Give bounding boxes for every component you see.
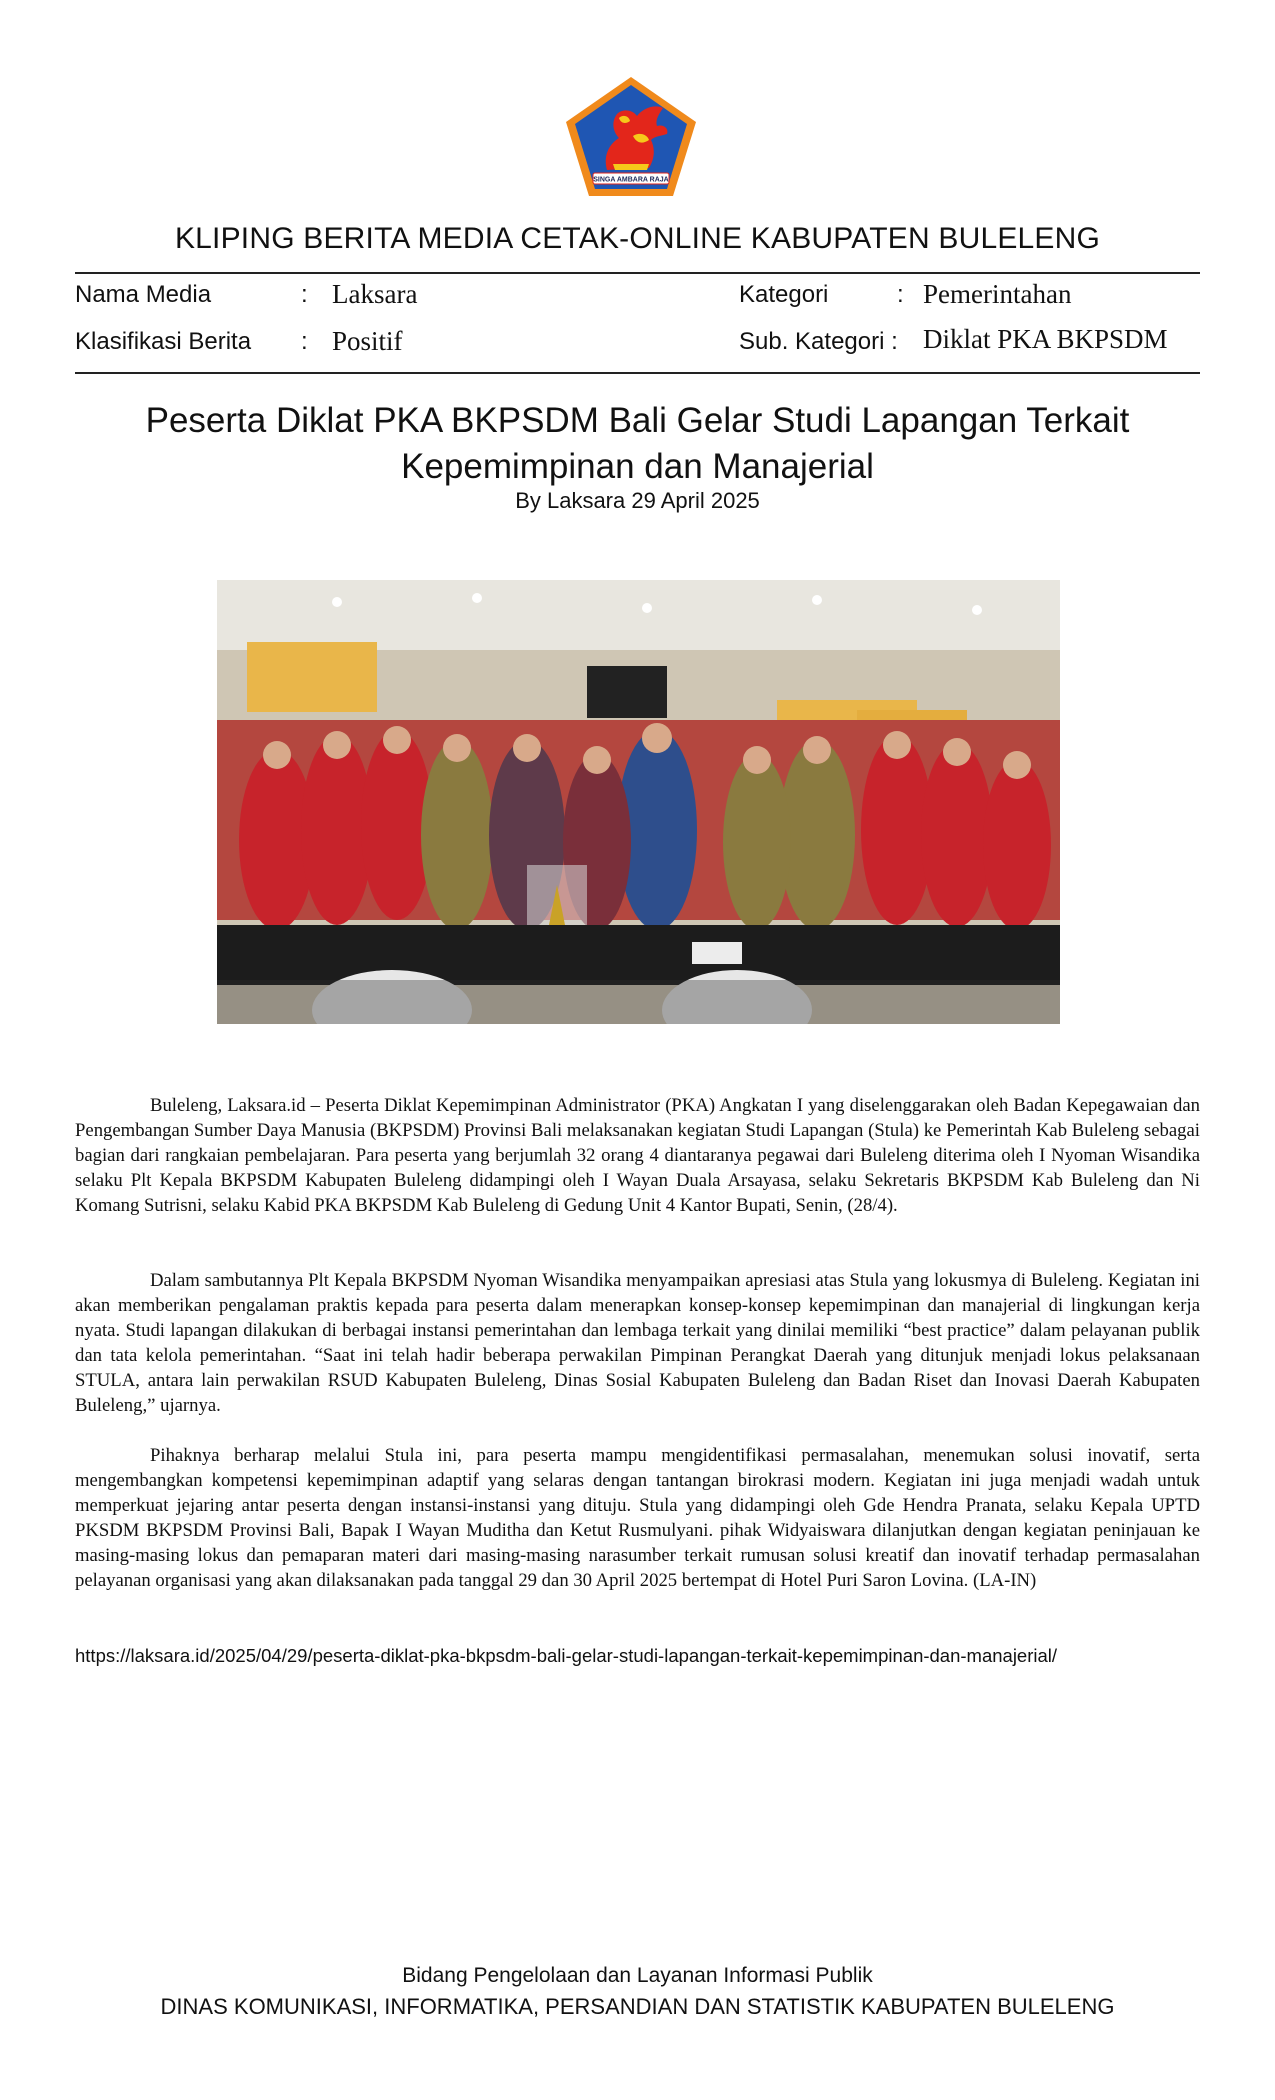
category-label: Kategori <box>739 281 829 308</box>
clipping-header-title: KLIPING BERITA MEDIA CETAK-ONLINE KABUPATEN BULELENG <box>174 222 1101 255</box>
singa-ambara-raja-crest-icon <box>563 74 699 200</box>
source-url-link[interactable]: https://laksara.id/2025/04/29/peserta-diklat-pka-bkpsdm-bali-gelar-studi-lapangan-terkait-kepemimpinan-dan-manajerial/ <box>75 1645 1058 1666</box>
article-title-line-1: Peserta Diklat PKA BKPSDM Bali Gelar Studi Lapangan Terkait <box>145 401 1130 440</box>
subcategory-label: Sub. Kategori : <box>739 328 898 355</box>
article-paragraph-3-text: Pihaknya berharap melalui Stula ini, para peserta mampu mengidentifikasi permasalahan, menemukan solusi inovatif, serta mengembangkan kompetensi kepemimpinan adaptif yang selaras dengan tantangan birokrasi modern. Kegiatan ini juga menjadi wadah untuk memperkuat jejaring antar peserta dengan instansi-instansi yang dituju. Stula yang didampingi oleh Gde Hendra Pranata, selaku Kepala UPTD PKSDM BKPSDM Provinsi Bali, Bapak I Wayan Muditha dan Ketut Rusmulyani. pihak Widyaiswara dilanjutkan dengan kegiatan peninjauan ke masing-masing lokus dan pemaparan materi dari masing-masing narasumber terkait rumusan solusi kreatif dan inovatif terhadap permasalahan pelayanan organisasi yang akan dilaksanakan pada tanggal 29 dan 30 April 2025 bertempat di Hotel Puri Saron Lovina. (LA-IN) <box>75 1445 1200 1591</box>
footer-department: Bidang Pengelolaan dan Layanan Informasi Publik <box>402 1964 873 1987</box>
article-paragraph-1-text: Buleleng, Laksara.id – Peserta Diklat Kepemimpinan Administrator (PKA) Angkatan I yang diselenggarakan oleh Badan Kepegawaian dan Pengembangan Sumber Daya Manusia (BKPSDM) Provinsi Bali melaksanakan kegiatan Studi Lapangan (Stula) ke Pemerintah Kab Buleleng sebagai bagian dari rangkaian pembelajaran. Para peserta yang berjumlah 32 orang 4 diantaranya pegawai dari Buleleng diterima oleh I Nyoman Wisandika selaku Plt Kepala BKPSDM Kabupaten Buleleng didampingi oleh I Wayan Duala Arsayasa, selaku Sekretaris BKPSDM Kab Buleleng dan Ni Komang Sutrisni, selaku Kabid PKA BKPSDM Kab Buleleng di Gedung Unit 4 Kantor Bupati, Senin, (28/4). <box>75 1095 1200 1216</box>
classification-value: Positif <box>332 326 403 356</box>
article-title <box>100 398 1175 490</box>
classification-colon: : <box>301 328 308 355</box>
article-paragraph-3 <box>75 1443 1200 1593</box>
bottom-divider <box>75 372 1200 374</box>
regency-logo <box>563 74 699 200</box>
media-name-colon: : <box>301 281 308 308</box>
subcategory-value: Diklat PKA BKPSDM <box>923 324 1168 354</box>
article-paragraph-1 <box>75 1093 1200 1218</box>
article-byline: By Laksara 29 April 2025 <box>515 488 760 513</box>
category-value: Pemerintahan <box>923 279 1072 309</box>
media-name-value: Laksara <box>332 279 418 309</box>
article-paragraph-2 <box>75 1268 1200 1418</box>
classification-label: Klasifikasi Berita <box>75 328 252 355</box>
footer-agency: DINAS KOMUNIKASI, INFORMATIKA, PERSANDIAN DAN STATISTIK KABUPATEN BULELENG <box>160 1994 1115 2019</box>
top-divider <box>75 272 1200 274</box>
category-colon: : <box>897 281 904 308</box>
logo-motto: SINGA AMBARA RAJA <box>593 176 669 184</box>
article-photo <box>217 580 1060 1024</box>
media-name-label: Nama Media <box>75 281 212 308</box>
article-title-line-2: Kepemimpinan dan Manajerial <box>401 447 874 486</box>
article-paragraph-2-text: Dalam sambutannya Plt Kepala BKPSDM Nyoman Wisandika menyampaikan apresiasi atas Stula yang lokusmya di Buleleng. Kegiatan ini akan memberikan pengalaman praktis kepada para peserta dalam menerapkan konsep-konsep kepemimpinan dan manajerial di lingkungan kerja nyata. Studi lapangan dilakukan di berbagai instansi pemerintahan dan lembaga terkait yang dinilai memiliki “best practice” dalam pelayanan publik dan tata kelola pemerintahan. “Saat ini telah hadir beberapa perwakilan Pimpinan Perangkat Daerah yang ditunjuk menjadi lokus pelaksanaan STULA, antara lain perwakilan RSUD Kabupaten Buleleng, Dinas Sosial Kabupaten Buleleng dan Badan Riset dan Inovasi Daerah Kabupaten Buleleng,” ujarnya. <box>75 1270 1200 1416</box>
